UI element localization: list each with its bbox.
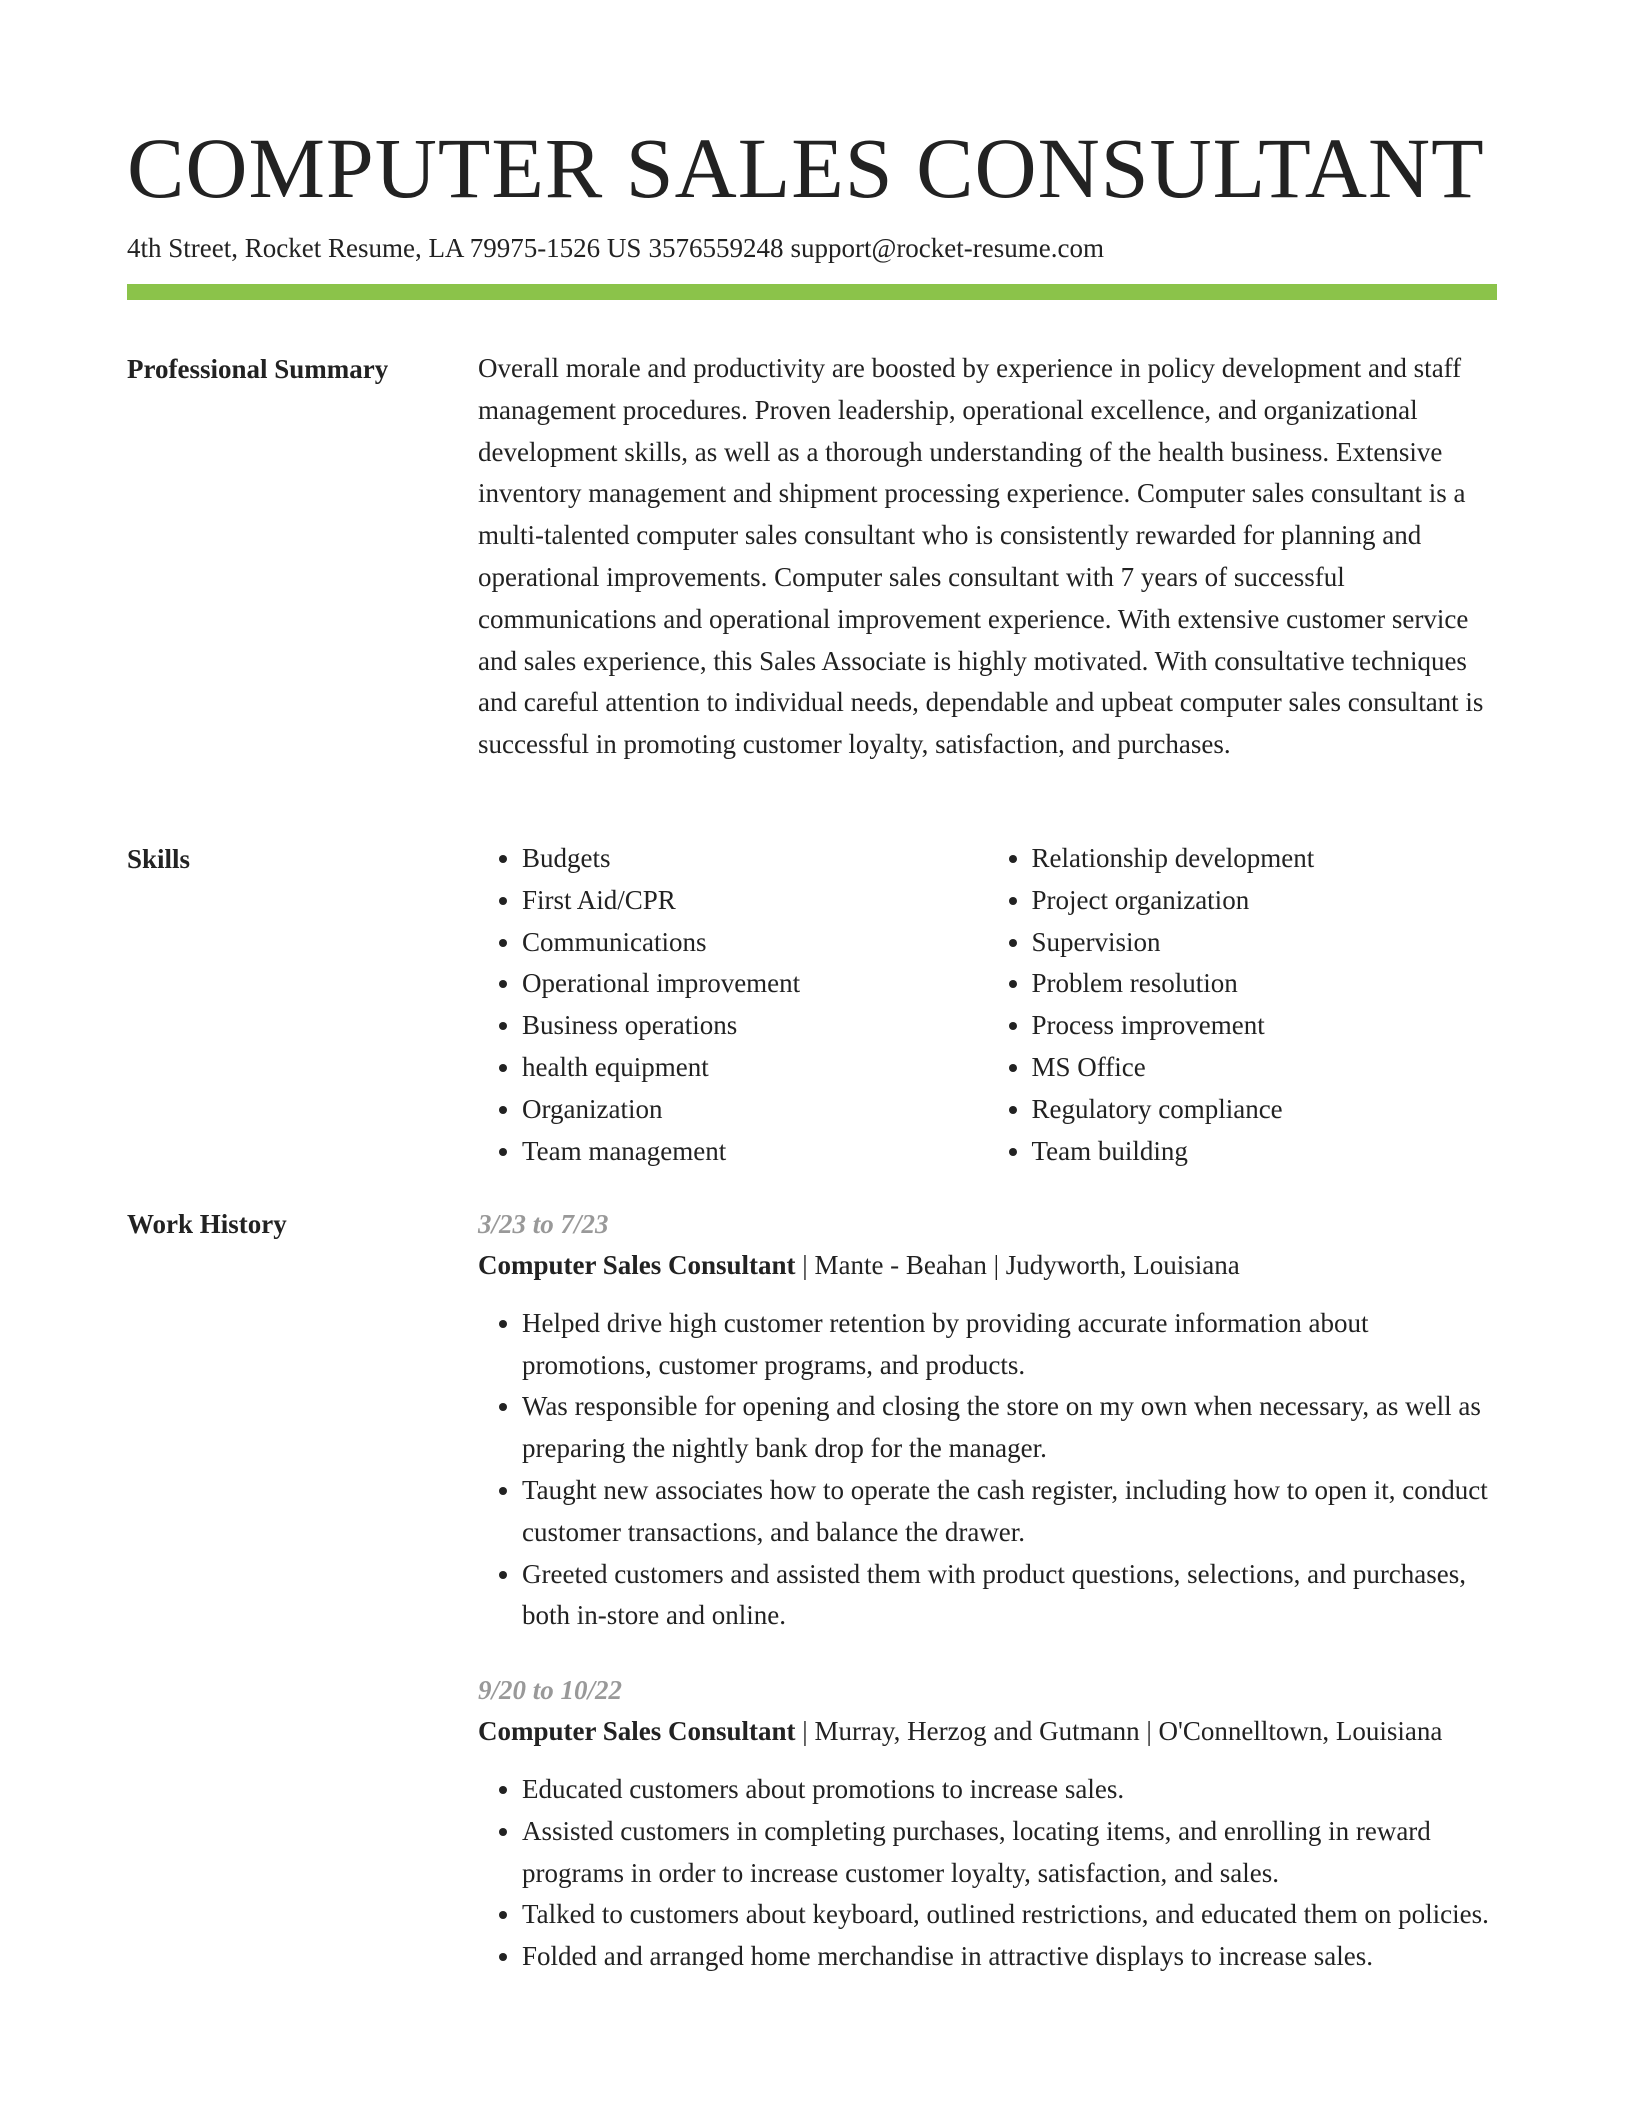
job-entry: [478, 1669, 1497, 1978]
job-header: [478, 1711, 1497, 1753]
job-bullet: • Talked to customers about keyboard, outlined restrictions, and educated them on policies.: [522, 1894, 1497, 1936]
contact-line: [127, 230, 1104, 266]
job-bullet: • Greeted customers and assisted them with product questions, selections, and purchases, both in-store and online.: [522, 1554, 1497, 1638]
job-details: | Murray, Herzog and Gutmann | O'Connelltown, Louisiana: [795, 1716, 1443, 1747]
skill-item: • Budgets: [522, 838, 988, 880]
skill-item: • Regulatory compliance: [1032, 1089, 1498, 1131]
skill-item: • Communications: [522, 922, 988, 964]
page-title: COMPUTER SALES CONSULTANT: [127, 120, 1485, 216]
job-bullet: • Assisted customers in completing purchases, locating items, and enrolling in reward programs in order to increase customer loyalty, satisfaction, and sales.: [522, 1811, 1497, 1895]
skill-item: • MS Office: [1032, 1047, 1498, 1089]
skill-item: • Relationship development: [1032, 838, 1498, 880]
skills-body: [478, 838, 1497, 1172]
skill-item: • Project organization: [1032, 880, 1498, 922]
skills-list-left: [478, 838, 988, 1172]
email-text: support@rocket-resume.com: [790, 233, 1104, 263]
header-divider: [127, 284, 1497, 300]
job-details: | Mante - Beahan | Judyworth, Louisiana: [795, 1250, 1240, 1280]
skill-item: • Supervision: [1032, 922, 1498, 964]
job-bullet: • Helped drive high customer retention by providing accurate information about promotions, customer programs, and products.: [522, 1303, 1497, 1387]
summary-text: Overall morale and productivity are boosted by experience in policy development and staff management procedures. Proven leadership, operational excellence, and organizational development skills, as well as a thorough understanding of the health business. Extensive inventory management and shipment processing experience. Computer sales consultant is a multi-talented computer sales consultant who is consistently rewarded for planning and operational improvements. Computer sales consultant with 7 years of successful communications and operational improvement experience. With extensive customer service and sales experience, this Sales Associate is highly motivated. With consultative techniques and careful attention to individual needs, dependable and upbeat computer sales consultant is successful in promoting customer loyalty, satisfaction, and purchases.: [478, 353, 1484, 760]
job-header: [478, 1245, 1497, 1287]
address-text: 4th Street, Rocket Resume, LA 79975-1526 US: [127, 233, 642, 263]
phone-text: 3576559248: [648, 233, 784, 263]
summary-heading: Professional Summary: [127, 354, 389, 384]
work-history-heading: Work History: [127, 1209, 287, 1239]
skill-item: • First Aid/CPR: [522, 880, 988, 922]
skill-item: • health equipment: [522, 1047, 988, 1089]
skill-item: • Process improvement: [1032, 1005, 1498, 1047]
skill-item: • Team building: [1032, 1131, 1498, 1173]
skills-grid: [478, 838, 1497, 1172]
job-bullet: • Taught new associates how to operate the cash register, including how to open it, conduct customer transactions, and balance the drawer.: [522, 1470, 1497, 1554]
skill-item: • Organization: [522, 1089, 988, 1131]
skills-heading: Skills: [127, 844, 191, 874]
job-title: Computer Sales Consultant: [478, 1716, 796, 1747]
summary-body: [478, 348, 1497, 766]
skill-item: • Problem resolution: [1032, 963, 1498, 1005]
job-dates: 3/23 to 7/23: [478, 1209, 609, 1239]
job-bullets: [478, 1303, 1497, 1637]
skill-item: • Team management: [522, 1131, 988, 1173]
work-history-body: [478, 1203, 1497, 1978]
skill-item: • Operational improvement: [522, 963, 988, 1005]
job-entry: [478, 1203, 1497, 1637]
job-title: Computer Sales Consultant: [478, 1250, 796, 1280]
job-bullets: [478, 1769, 1497, 1978]
job-bullet: • Folded and arranged home merchandise in attractive displays to increase sales.: [522, 1936, 1497, 1978]
skills-list-right: [988, 838, 1498, 1172]
job-bullet: • Educated customers about promotions to increase sales.: [522, 1769, 1497, 1811]
job-dates: 9/20 to 10/22: [478, 1675, 623, 1706]
job-bullet: • Was responsible for opening and closing the store on my own when necessary, as well as preparing the nightly bank drop for the manager.: [522, 1386, 1497, 1470]
skill-item: • Business operations: [522, 1005, 988, 1047]
